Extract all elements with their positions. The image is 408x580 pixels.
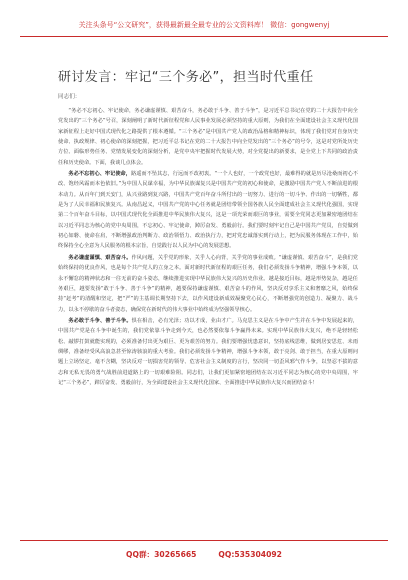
paragraph (58, 106, 358, 168)
footer-contact (20, 540, 388, 567)
page-title: 研讨发言：牢记“三个务必”，担当时代重任 (58, 70, 314, 85)
salutation: 同志们： (58, 94, 81, 100)
qq-group-label: QQ群：30265665 (126, 549, 197, 559)
paragraph-text: 路遥而不坠其志，行远而不改初衷。“一个人也好，一个政党也好，最难得的就是历尽沧桑而初心不改、饱经风霜而本色依旧。”为中国人民谋幸福，为中华民族谋复兴是中国共产党的初心和使命，是激励中国共产党人不断前进的根本动力。从百年门到天安门，从兴业路到复兴路，中国共产党百年奋斗所付出的一切努力、进行的一切斗争、作出的一切牺牲，都是为了人民幸福和民族复兴。从南昌起义，中国共产党的中心任务就是团结带领全国各族人民全面建成社会主义现代化强国，实现第二个百年奋斗目标，以中国式现代化全面推进中华民族伟大复兴，这是一项光荣而艰巨的事业，需要全党同志更加紧密地团结在以习近平同志为核心的党中央周围，不忘初心、牢记使命，踔厉奋发、勇毅前行。我们要时刻牢记自己是中国共产党员，自觉做到初心如磐、使命在肩，不断增强政治判断力、政治领悟力、政治执行力，把对党忠诚落实到行动上，把为民服务体现在工作中，始终保持全心全意为人民服务的根本宗旨，自觉践行以人民为中心的发展思想。 (58, 171, 358, 250)
document-body (58, 106, 358, 534)
header-banner[interactable]: 关注头条号“公文研究”，获得最新最全最专业的公文资料库！ 微信：gongwenyj (20, 14, 388, 37)
paragraph-text: “务必不忘初心、牢记使命，务必谦虚谨慎、艰苦奋斗，务必敢于斗争、善于斗争”，是习近平总书记在党的二十大报告中向全党发出的“三个务必”号召，深刻阐明了新时代新征程党和人民事业发展必须坚持的重大原则，为我们在全面建设社会主义现代化国家新征程上走好中国式现代化之路提供了根本遵循。“三个务必”是中国共产党人的政治品格和精神标识，体现了我们党对自身历史使命、执政规律、初心使命的深刻把握，把习近平总书记在党的二十大报告中向全党发出的“三个务必”的号令，这是对党所处历史方位、面临形势任务、党情发展变化的深刻分析，是党中央牢把握时代发展大势，对全党提出的新要求，是全党上下共同的政治责任和历史使命。下面，我谈几点体会。 (58, 108, 358, 166)
qq-label: QQ:535304092 (218, 549, 282, 559)
paragraph (58, 316, 358, 388)
paragraph-text: 惧在相击，必有光泽；功以才成，业由才广。马克思主义是在斗争中产生并在斗争中发展起来的，中国共产党是在斗争中诞生的，我们党依靠斗争走到今天，也必然要依靠斗争赢得未来。实现中华民族伟大复兴，绝不是轻轻松松、敲锣打鼓就能实现的，必须准备付出更为艰巨、更为艰苦的努力。我们要增强忧患意识，坚持底线思维，做到居安思危、未雨绸缪，准备经受风高浪急甚至惊涛骇浪的重大考验。我们必须发扬斗争精神，增强斗争本领，敢于亮剑、敢于担当，在重大原则问题上立场坚定、毫不含糊，坚决反对一切损害党的领导、危害社会主义制度的言行，坚决同一切歪风邪气作斗争，以坚忍不拔的意志和无私无畏的勇气战胜前进道路上的一切艰难险阻。同志们，让我们更加紧密地团结在以习近平同志为核心的党中央周围，牢记“三个务必”，踔厉奋发、勇毅前行，为全面建设社会主义现代化国家、全面推进中华民族伟大复兴而团结奋斗！ (58, 317, 358, 386)
paragraph-lead: 务必敢于斗争、善于斗争。 (68, 317, 132, 324)
paragraph-lead: 务必不忘初心、牢记使命， (68, 171, 131, 178)
paragraph-text: 作风问题，关乎党的形象，关乎人心向背，关乎党的事业成败。“谦虚谨慎、艰苦奋斗”，是我们党始终保持的优良作风，也是每个共产党人的立身之本。面对新时代新征程的艰巨任务，我们必须发扬斗争精神，增强斗争本领，以永不懈怠的精神状态和一往无前的奋斗姿态，继续推进实现中华民族伟大复兴的历史伟业。越是接近目标，越是形势复杂，越是任务艰巨，越要发扬“敢于斗争、善于斗争”的精神，越要保持谦虚谨慎、艰苦奋斗的作风，坚决反对享乐主义和奢靡之风，始终保持“赶考”的清醒和坚定，把“严”的主基调长期坚持下去，以作风建设新成效凝聚党心民心，不断增强党的创造力、凝聚力、战斗力，以永不停歇的奋斗者姿态，确保党在新时代的伟大事业中始终成为坚强领导核心。 (58, 254, 358, 313)
paragraph-lead: 务必谦虚谨慎、艰苦奋斗。 (68, 254, 132, 261)
paragraph (58, 169, 358, 252)
paragraph (58, 253, 358, 315)
